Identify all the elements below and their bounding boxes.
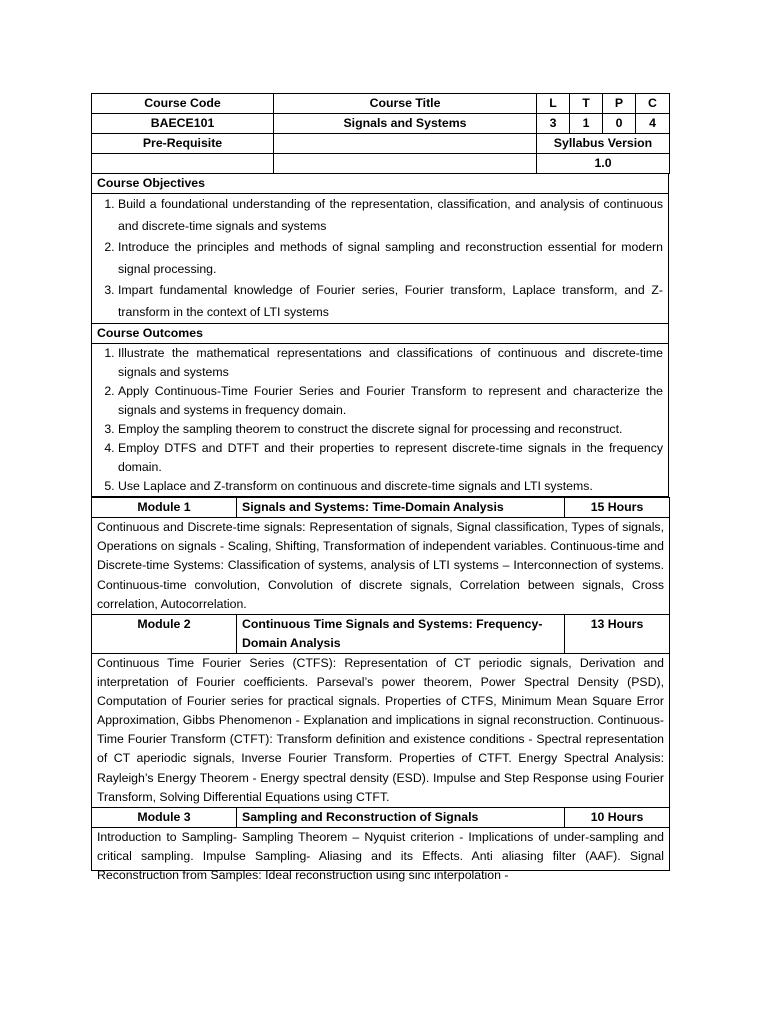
module-1-title: Signals and Systems: Time-Domain Analysis xyxy=(237,498,565,518)
module-3-content: Introduction to Sampling- Sampling Theorem – Nyquist criterion - Implications of under-sampling and critical sampling. Impulse Sampling- Aliasing and its Effects. Anti aliasing filter (AAF). Signal Reconstruction from Samples: Ideal reconstruction using sinc interpolation - xyxy=(97,829,664,882)
header-course-title: Course Title xyxy=(274,94,537,114)
course-info-table xyxy=(91,93,670,174)
objectives-outcomes-table xyxy=(91,174,669,497)
blank-cell xyxy=(92,154,274,174)
module-1-hours: 15 Hours xyxy=(565,498,670,518)
objective-item: 2. Introduce the principles and methods of signal sampling and reconstruction essential for modern signal processing. xyxy=(118,237,663,280)
version-row xyxy=(92,154,670,174)
module-1-label: Module 1 xyxy=(92,498,237,518)
module-1-header xyxy=(92,498,670,518)
header-c: C xyxy=(636,94,670,114)
module-3-hours: 10 Hours xyxy=(565,807,670,827)
module-3-label: Module 3 xyxy=(92,807,237,827)
objective-item: 1. Build a foundational understanding of the representation, classification, and analysis of continuous and discrete-time signals and systems xyxy=(118,194,663,237)
outcomes-heading: Course Outcomes xyxy=(92,324,669,344)
module-3-content-cell xyxy=(92,827,670,882)
module-2-header xyxy=(92,615,670,654)
course-l: 3 xyxy=(537,114,570,134)
objectives-list xyxy=(97,194,663,323)
objective-item: 3. Impart fundamental knowledge of Fourier series, Fourier transform, Laplace transform, and Z-transform in the context of LTI systems xyxy=(118,280,663,323)
outcomes-list xyxy=(97,344,663,496)
syllabus-version-label: Syllabus Version xyxy=(537,134,670,154)
header-l: L xyxy=(537,94,570,114)
header-row xyxy=(92,94,670,114)
prereq-value xyxy=(274,134,537,154)
module-2-hours: 13 Hours xyxy=(565,615,670,654)
header-t: T xyxy=(570,94,603,114)
header-course-code: Course Code xyxy=(92,94,274,114)
module-3-title: Sampling and Reconstruction of Signals xyxy=(237,807,565,827)
course-row xyxy=(92,114,670,134)
modules-table xyxy=(91,497,670,882)
module-2-title: Continuous Time Signals and Systems: Frequency-Domain Analysis xyxy=(237,615,565,654)
course-t: 1 xyxy=(570,114,603,134)
module-1-content: Continuous and Discrete-time signals: Representation of signals, Signal classification, Types of signals, Operations on signals - Scaling, Shifting, Transformation of independent variables. Continuous-time and Discrete-time Systems: Classification of systems, analysis of LTI systems – Interconnection of systems. Continuous-time convolution, Convolution of discrete signals, Correlation between signals, Cross correlation, Autocorrelation. xyxy=(92,518,670,615)
outcome-item: 4. Employ DTFS and DTFT and their properties to represent discrete-time signals in the frequency domain. xyxy=(118,439,663,477)
objectives-heading: Course Objectives xyxy=(92,174,669,194)
module-2-content: Continuous Time Fourier Series (CTFS): Representation of CT periodic signals, Derivation and interpretation of Fourier coefficients. Parseval’s power theorem, Power Spectral Density (PSD), Computation of Fourier series for practical signals. Properties of CTFS, Minimum Mean Square Error Approximation, Gibbs Phenomenon - Explanation and implications in signal reconstruction. Continuous-Time Fourier Transform (CTFT): Transform definition and existence conditions - Spectral representation of CT aperiodic signals, Inverse Fourier Transform. Properties of CTFT. Energy Spectral Analysis: Rayleigh’s Energy Theorem - Energy spectral density (ESD). Impulse and Step Response using Fourier Transform, Solving Differential Equations using CTFT. xyxy=(92,654,670,808)
outcomes-list-cell xyxy=(92,344,669,497)
course-c: 4 xyxy=(636,114,670,134)
syllabus-page xyxy=(91,93,669,882)
prereq-row xyxy=(92,134,670,154)
module-2-label: Module 2 xyxy=(92,615,237,654)
module-3-header xyxy=(92,807,670,827)
course-p: 0 xyxy=(603,114,636,134)
outcome-item: 1. Illustrate the mathematical representations and classifications of continuous and discrete-time signals and systems xyxy=(118,344,663,382)
outcome-item: 2. Apply Continuous-Time Fourier Series and Fourier Transform to represent and characterize the signals and systems in frequency domain. xyxy=(118,382,663,420)
syllabus-version-value: 1.0 xyxy=(537,154,670,174)
course-code: BAECE101 xyxy=(92,114,274,134)
blank-cell xyxy=(274,154,537,174)
header-p: P xyxy=(603,94,636,114)
outcome-item: 5. Use Laplace and Z-transform on continuous and discrete-time signals and LTI systems. xyxy=(118,477,663,496)
course-title: Signals and Systems xyxy=(274,114,537,134)
objectives-list-cell xyxy=(92,194,669,324)
prereq-label: Pre-Requisite xyxy=(92,134,274,154)
outcome-item: 3. Employ the sampling theorem to construct the discrete signal for processing and reconstruct. xyxy=(118,420,663,439)
